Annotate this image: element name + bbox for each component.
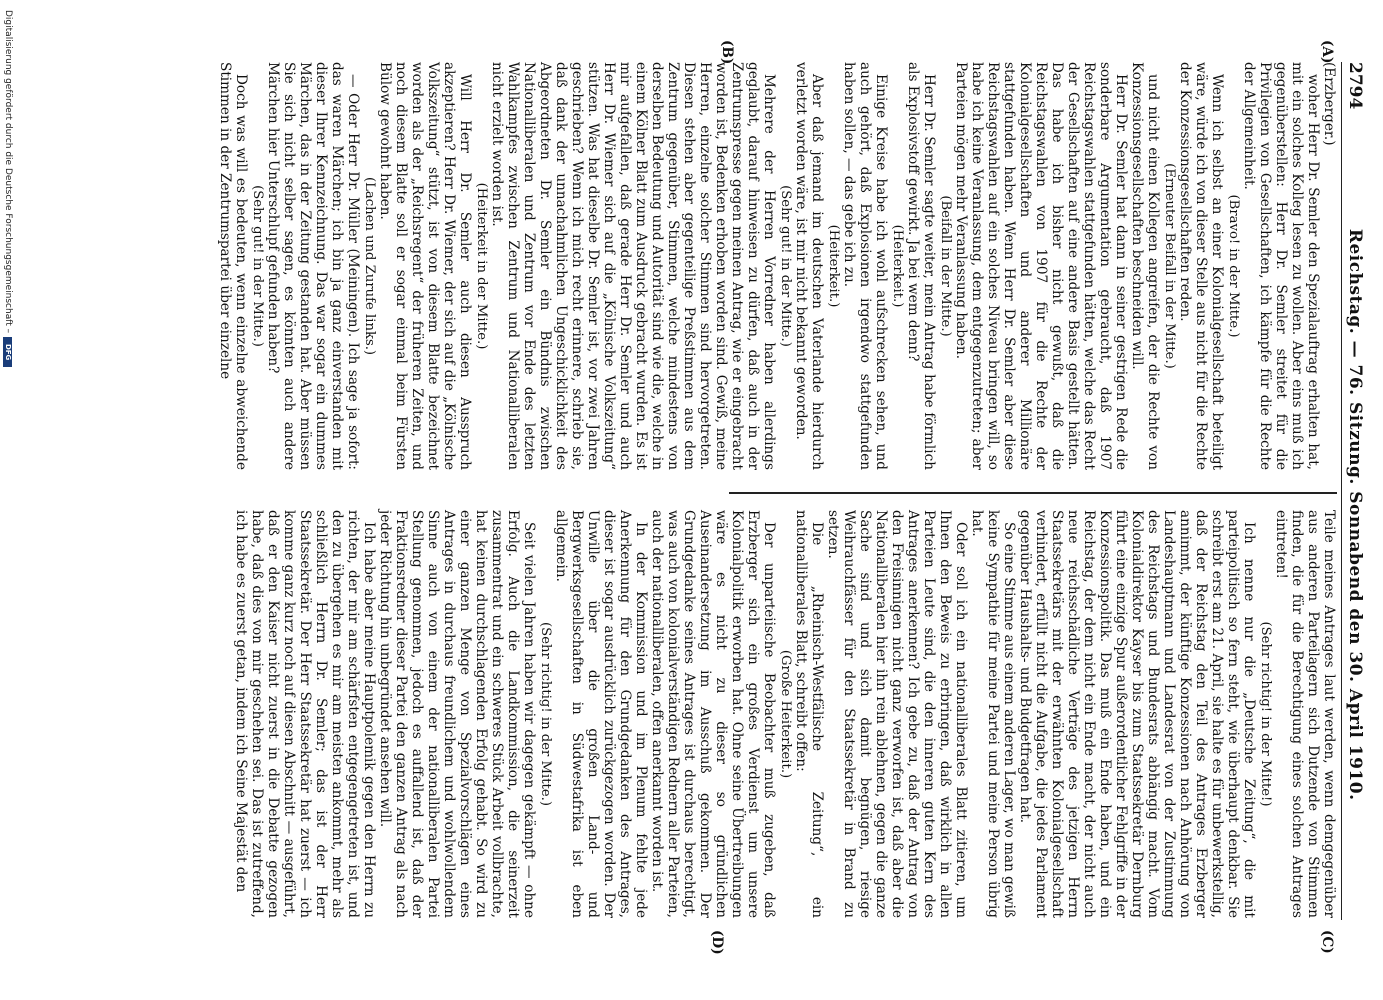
left-column xyxy=(217,62,1337,470)
paragraph: (Erzberger.) xyxy=(1321,62,1337,146)
page-title: Reichstag. — 76. Sitzung. Sonnabend den 30. April 1910. xyxy=(1345,228,1365,801)
paragraph: Wenn ich selbst an einer Kolonialgesellschaft beteiligt wäre, würde ich von dieser Stelle aus nicht für die Rechte der Konzessionsgesellschaften reden. xyxy=(1177,62,1225,470)
margin-letter-b: (B) xyxy=(719,40,735,65)
paragraph: Aber daß jemand im deutschen Vaterlande hierdurch verletzt worden wäre, ist mir nicht bekannt geworden. xyxy=(793,62,825,470)
paragraph: Doch was will es bedeuten, wenn einzelne abweichende Stimmen in der Zentrumspartei über einzelne xyxy=(217,62,249,470)
paragraph: Einige Kreise habe ich wohl aufschrecken sehen, und auch gehört, daß Explosionen irgendwo stattgefunden haben sollen, — das gebe ich zu. xyxy=(841,62,889,470)
remark: (Große Heiterkeit.) xyxy=(778,649,793,779)
paragraph: Herr Dr. Semler hat dann in seiner gestrigen Rede die sonderbare Argumentation gebraucht, daß 1907 Reichstagswahlen stattgefunden hätten, welche das Recht der Gesellschaften auf eine andere Basis gestellt hätten. Das habe ich bisher nicht gewußt, daß die Reichstagswahlen von 1907 für die Rechte der Kolonialgesellschaften und anderer Millionäre stattgefunden haben. Wenn Herr Dr. Semler aber diese Reichstagswahlen auf ein solches Niveau bringen will, so habe ich keine Veranlassung, dem entgegenzutreten; aber Parteien mögen mehr Veranlassung haben. xyxy=(953,62,1129,470)
remark: (Sehr gut! in der Mitte.) xyxy=(778,185,793,347)
paragraph: Mehrere der Herren Vorredner haben allerdings geglaubt, darauf hinweisen zu dürfen, daß auch in der Zentrumspresse gegen meinen Antrag, wie er eingebracht worden ist, Bedenken erhoben worden sind. Gewiß, meine Herren, einzelne solcher Stimmen sind hervorgetreten. Diesen stehen aber gegenteilige Preßstimmen aus dem Zentrum gegenüber, Stimmen, welche mindestens von derselben Bedeutung und Autorität sind wie die, welche in einem Kölner Blatt zum Ausdruck gebracht wurden. Es ist mir aufgefallen, daß gerade Herr Dr. Semler und auch Herr Dr. Wiemer sich auf die „Kölnische Volkszeitung“ stützen. Was hat dieselbe Dr. Semler ist, vor zwei Jahren geschrieben? Wenn ich mich recht erinnere, schrieb sie, daß dank der unnachahmlichen Ungeschicklichkeit des Abgeordneten Dr. Semler ein Bündnis zwischen Nationalliberalen und Zentrum vor Ende des letzten Wahlkampfes zwischen Zentrum und Nationalliberalen nicht erzielt worden ist. xyxy=(489,62,777,470)
remark: (Sehr gut! in der Mitte.) xyxy=(250,185,265,347)
footer-text: Digitalisierung gefördert durch die Deutsche Forschungsgemeinschaft – xyxy=(3,10,13,334)
page-number: 2794 xyxy=(1345,62,1365,110)
footer xyxy=(3,10,13,990)
right-column xyxy=(233,510,1337,918)
paragraph: Teile meines Antrages laut werden, wenn demgegenüber aus anderen Parteilagern sich Dutzende von Stimmen finden, die für die Berechtigung eines solchen Antrages eintreten! xyxy=(1273,510,1337,918)
paragraph: Herr Dr. Semler sagte weiter, mein Antrag habe förmlich als Explosivstoff gewirkt. Ja bei wem denn? xyxy=(905,62,937,470)
margin-letter-d: (D) xyxy=(709,930,725,955)
paragraph: Will Herr Dr. Semler auch diesen Ausspruch akzeptieren? Herr Dr. Wiemer, der sich auf die „Kölnische Volkszeitung“ stützt, ist von diesem Blatte bezeichnet worden als der „Reichsregent“ der früheren Zeiten, und noch diesem Blatte soll er sogar einmal beim Fürsten Bülow gewohnt haben. xyxy=(377,62,473,470)
remark: (Bravo! in der Mitte.) xyxy=(1226,194,1241,338)
paragraph: Oder soll ich ein nationalliberales Blatt zitieren, um Ihnen den Beweis zu erbringen, daß wirklich in allen Parteien Leute sind, die den inneren guten Kern des Antrages anerkennen? Ich gebe zu, daß der Antrag von den Freisinnigen nicht ganz verworfen ist, daß aber die Nationalliberalen hier ihn rein ablehnen, gegen die ganze Sache sind und sich damit begnügen, riesige Weihrauchfässer für den Staatssekretär in Brand zu setzen. xyxy=(825,510,969,918)
remark: (Beifall in der Mitte.) xyxy=(938,195,953,337)
margin-letter-a: (A) xyxy=(1319,40,1335,64)
remark: (Sehr richtig! in der Mitte!) xyxy=(1258,621,1273,807)
paragraph: Ich habe aber meine Hauptpolemik gegen den Herrn zu richten, der mir am schärfsten entgegengetreten ist, und den zu übergehen es mir am meisten ankommt, mehr als schließlich Herrn Dr. Semler; das ist der Herr Staatssekretär. Der Herr Staatssekretär hat zuerst — ich komme ganz kurz noch auf diesen Abschnitt — ausgeführt, daß er den Kaiser nicht zuerst in die Debatte gezogen habe, daß dies von mir geschehen sei. Das ist zutreffend, ich habe es zuerst getan, indem ich Seine Majestät den xyxy=(233,510,377,918)
paragraph: und nicht einen Kollegen angreifen, der die Rechte von Konzessionsgesellschaften beschneiden will. xyxy=(1129,62,1161,470)
paragraph: Seit vielen Jahren haben wir dagegen gekämpft — ohne Erfolg. Auch die Landkommission, die seinerzeit zusammentrat und ein schweres Stück Arbeit vollbrachte, hat keinen durchschlagenden Erfolg gehabt. So wird zu einer ganzen Menge von Spezialvorschlägen eines Antrages in durchaus freundlichem und wohlwollendem Sinne auch von einem der nationalliberalen Partei Stellung genommen, jedoch es auffallend ist, daß der Fraktionsredner dieser Partei den ganzen Antrag als nach jeder Richtung hin unbegründet ansehen will. xyxy=(377,510,537,918)
remark: (Heiterkeit.) xyxy=(890,224,905,308)
paragraph: Der unparteiische Beobachter muß zugeben, daß Erzberger sich ein großes Verdienst um unsere Kolonialpolitik erworben hat. Ohne seine Übertreibungen wäre es nicht zu dieser so gründlichen Auseinandersetzung im Ausschuß gekommen. Der Grundgedanke seines Antrages ist durchaus berechtigt, was auch von kolonialverständigen Rednern aller Parteien, auch der nationalliberalen, offen anerkannt worden ist. xyxy=(649,510,777,918)
remark: (Lachen und Zurufe links.) xyxy=(362,176,377,356)
paragraph: So eine Stimme aus einem anderen Lager, wo man gewiß keine Sympathie für meine Partei und meine Person übrig hat. xyxy=(969,510,1017,918)
remark: (Erneuter Beifall in der Mitte.) xyxy=(1162,163,1177,369)
paragraph: Ich nenne nur die „Deutsche Zeitung“, die mit parteipolitisch so fern steht, wie überhaupt denkbar. Sie schreibt erst am 21. April, sie halte es für unbewerkstellig, daß der Reichstag den Teil des Antrages Erzberger annimmt, der künftige Konzessionen nach Anhörung von Landeshauptmann und Landesrat von der Zustimmung des Reichstags und Bundesrats abhängig macht. Vom Kolonialdirektor Kayser bis zum Staatssekretär Dernburg führt eine einzige Spur außerordentlicher Fehlgriffe in der Konzessionspolitik. Das muß ein Ende haben, und ein Reichstag, der dem nicht ein Ende macht, der nicht auch neue reichsschädliche Verträge des jetzigen Herrn Staatssekretärs mit der erwähnten Kolonialgesellschaft verhindert, erfüllt nicht die Aufgabe, die jedes Parlament gegenüber Haushalts- und Budgetfragen hat. xyxy=(1017,510,1257,918)
paragraph: — Oder Herr Dr. Müller (Meiningen). Ich sage ja sofort: das waren Märchen; ich bin ja ganz einverstanden mit dieser Ihrer Kennzeichnung. Das war sogar ein dummes Märchen, das in der Zeitung gestanden hat. Aber müssen Sie sich nicht selber sagen, es könnten auch andere Märchen hier Unterschlupf gefunden haben? xyxy=(265,62,361,470)
remark: (Heiterkeit in der Mitte.) xyxy=(474,182,489,350)
remark: (Sehr richtig! in der Mitte.) xyxy=(538,622,553,806)
dfg-logo: DFG xyxy=(4,337,13,367)
paragraph: In der Kommission und im Plenum fehlte jede Anerkennung für den Grundgedanken des Antrages, dieser ist sogar ausdrücklich zurückgezogen worden. Der Unwille über die großen Land- und Bergwerksgesellschaften in Südwestafrika ist eben allgemein. xyxy=(553,510,649,918)
column-divider xyxy=(729,492,1337,494)
remark: (Heiterkeit.) xyxy=(826,224,841,308)
paragraph: Die „Rheinisch-Westfälische Zeitung“, ein nationalliberales Blatt, schreibt offen: xyxy=(793,510,825,918)
paragraph: woher Herr Dr. Semler den Spezialauftrag erhalten hat, mit ein solches Kolleg lesen zu wollen. Aber eins muß ich gegenüberstellen: Herr Dr. Semler streitet für die Privilegien von Gesellschaften, ich kämpfe für die Rechte der Allgemeinheit. xyxy=(1241,62,1321,470)
margin-letter-c: (C) xyxy=(1319,930,1335,954)
page-header xyxy=(1341,62,1368,920)
